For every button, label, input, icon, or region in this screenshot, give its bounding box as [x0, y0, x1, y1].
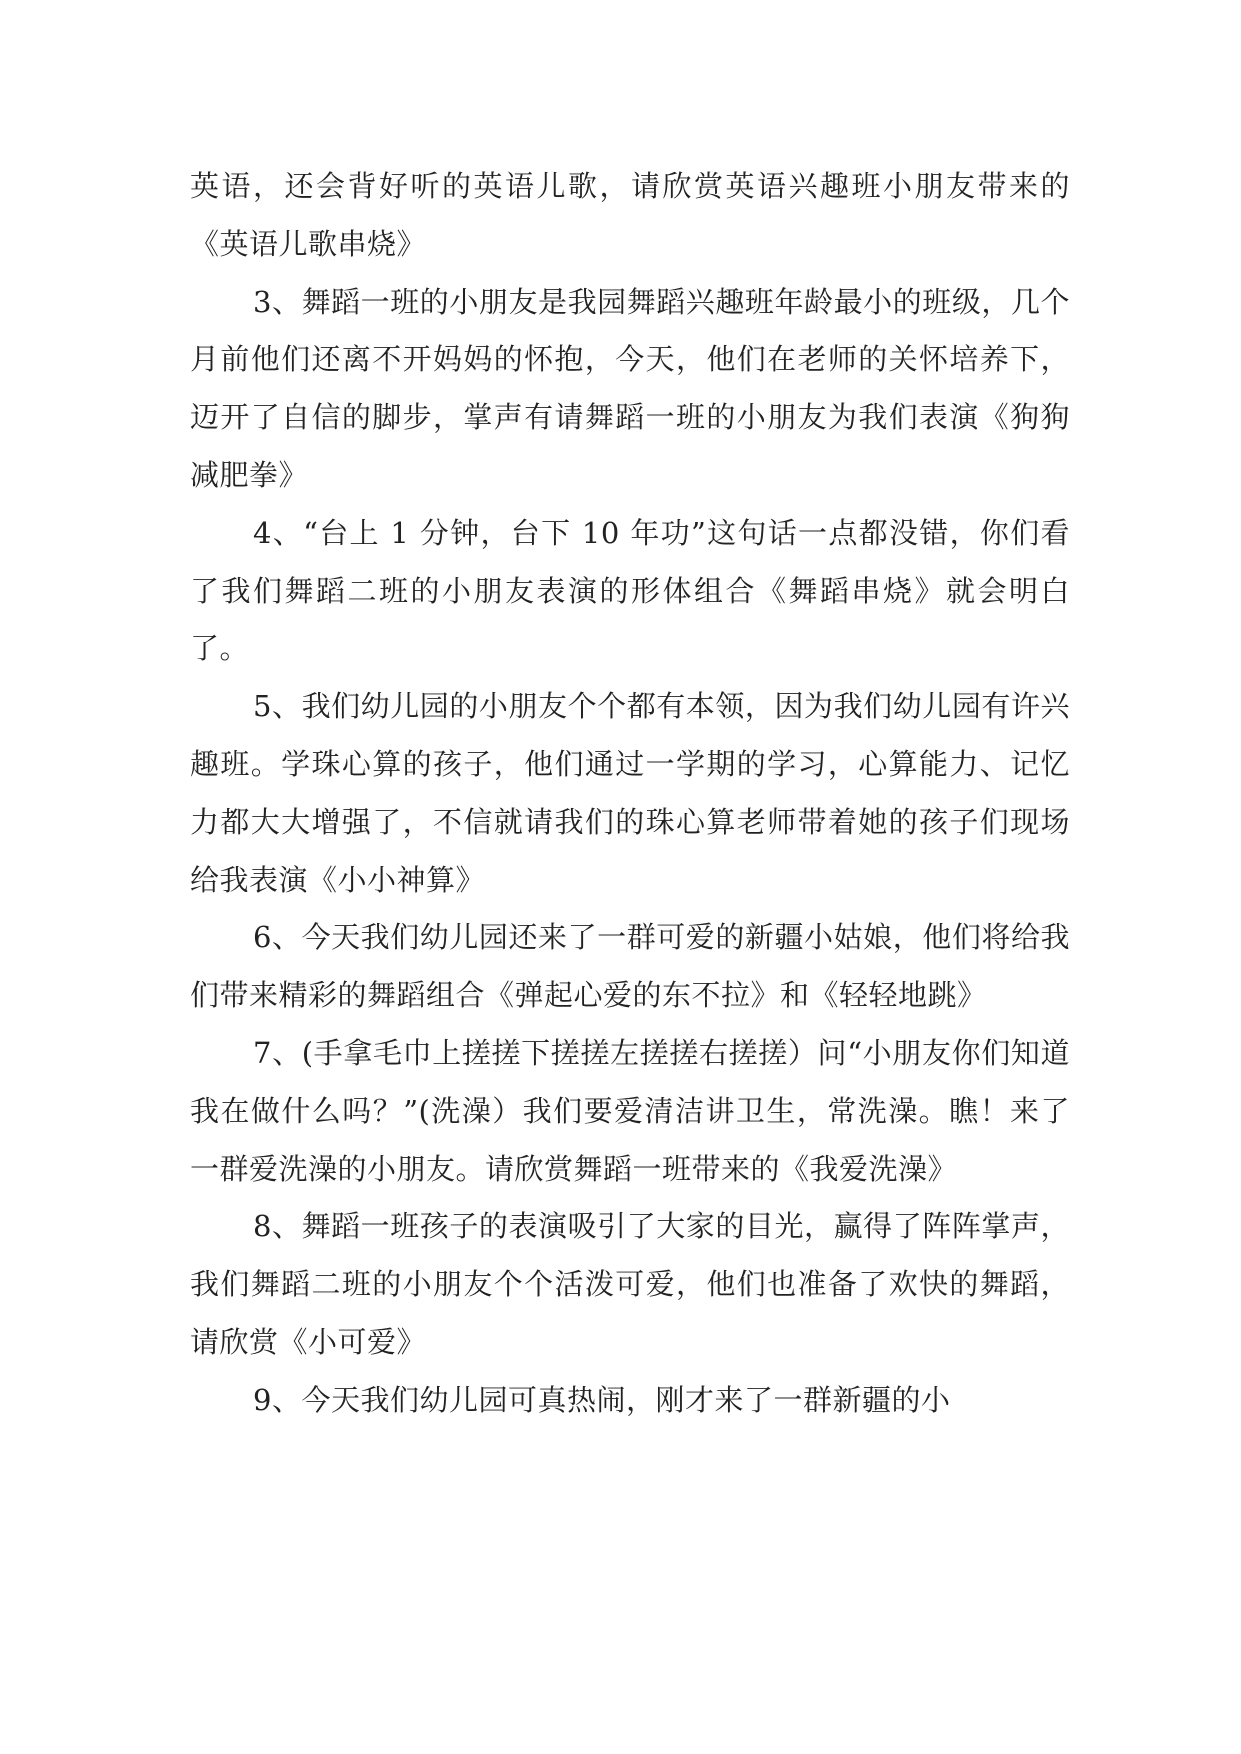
paragraph-item-6: 6、今天我们幼儿园还来了一群可爱的新疆小姑娘，他们将给我们带来精彩的舞蹈组合《弹起心爱的东不拉》和《轻轻地跳》 [190, 920, 1070, 1013]
document-body [190, 158, 1070, 1430]
paragraph-item-4: 4、“台上 1 分钟，台下 10 年功”这句话一点都没错，你们看了我们舞蹈二班的小朋友表演的形体组合《舞蹈串烧》就会明白了。 [190, 515, 1070, 666]
paragraph-continuation: 英语，还会背好听的英语儿歌，请欣赏英语兴趣班小朋友带来的《英语儿歌串烧》 [190, 169, 1070, 261]
paragraph-item-5: 5、我们幼儿园的小朋友个个都有本领，因为我们幼儿园有许兴趣班。学珠心算的孩子，他们通过一学期的学习，心算能力、记忆力都大大增强了，不信就请我们的珠心算老师带着她的孩子们现场给我表演《小小神算》 [190, 689, 1070, 897]
paragraph-item-9: 9、今天我们幼儿园可真热闹，刚才来了一群新疆的小 [253, 1382, 951, 1417]
paragraph-item-7: 7、(手拿毛巾上搓搓下搓搓左搓搓右搓搓）问“小朋友你们知道我在做什么吗？”(洗澡）我们要爱清洁讲卫生，常洗澡。瞧！来了一群爱洗澡的小朋友。请欣赏舞蹈一班带来的《我爱洗澡》 [190, 1035, 1070, 1186]
paragraph-item-8: 8、舞蹈一班孩子的表演吸引了大家的目光，赢得了阵阵掌声，我们舞蹈二班的小朋友个个活泼可爱，他们也准备了欢快的舞蹈，请欣赏《小可爱》 [190, 1209, 1070, 1359]
paragraph-item-3: 3、舞蹈一班的小朋友是我园舞蹈兴趣班年龄最小的班级，几个月前他们还离不开妈妈的怀抱，今天，他们在老师的关怀培养下，迈开了自信的脚步，掌声有请舞蹈一班的小朋友为我们表演《狗狗减肥拳》 [190, 284, 1070, 492]
